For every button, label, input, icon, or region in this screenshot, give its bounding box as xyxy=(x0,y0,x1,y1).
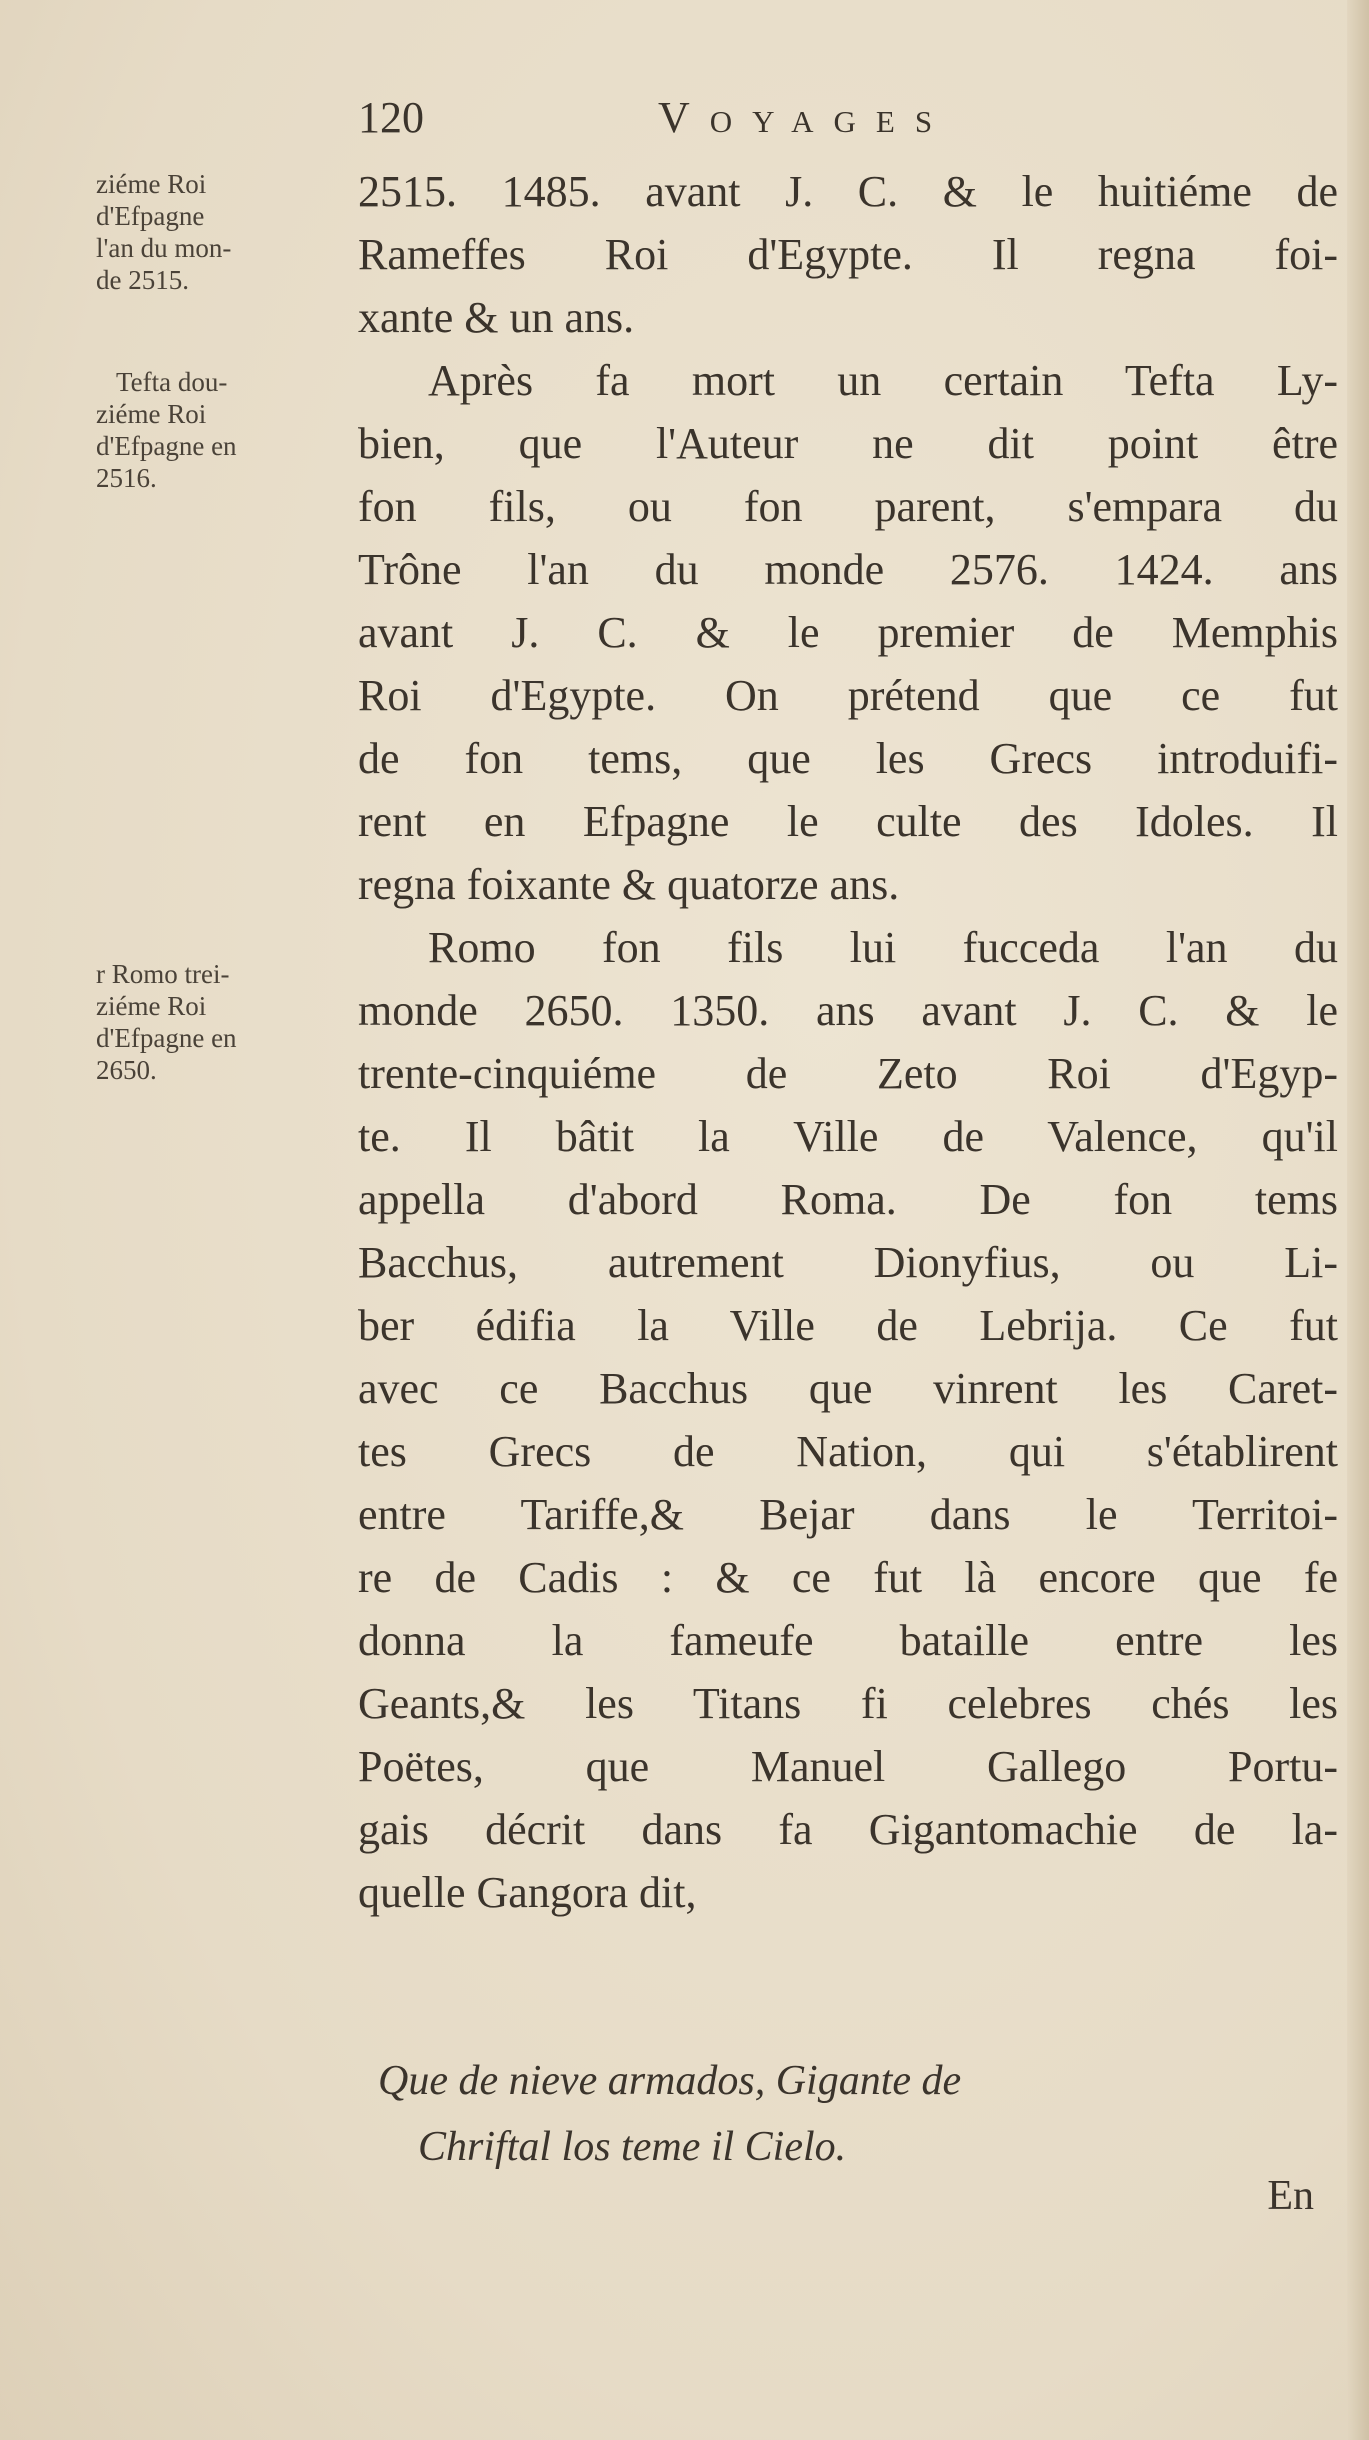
text-line: 2515. 1485. avant J. C. & le huitiéme de xyxy=(358,167,1338,216)
text-line: re de Cadis : & ce fut là encore que fe xyxy=(358,1553,1338,1602)
text-line: te. Il bâtit la Ville de Valence, qu'il xyxy=(358,1112,1338,1161)
margin-note xyxy=(96,958,346,1086)
text-line: bien, que l'Auteur ne dit point être xyxy=(358,419,1338,468)
text-line: avec ce Bacchus que vinrent les Caret- xyxy=(358,1364,1338,1413)
margin-note-line: 2650. xyxy=(96,1055,157,1085)
text-line: Poëtes, que Manuel Gallego Portu- xyxy=(358,1742,1338,1791)
text-line: Geants,& les Titans fi celebres chés les xyxy=(358,1679,1338,1728)
text-line: quelle Gangora dit, xyxy=(358,1868,697,1917)
text-line: ber édifia la Ville de Lebrija. Ce fut xyxy=(358,1301,1338,1350)
margin-note-line: ziéme Roi xyxy=(96,169,207,199)
text-line: trente-cinquiéme de Zeto Roi d'Egyp- xyxy=(358,1049,1338,1098)
margin-note-line: ziéme Roi xyxy=(96,399,207,429)
margin-note-line: l'an du mon- xyxy=(96,233,232,263)
margin-note xyxy=(96,168,346,296)
text-line: tes Grecs de Nation, qui s'établirent xyxy=(358,1427,1338,1476)
margin-note-line: Tefta dou- xyxy=(116,367,228,397)
margin-note-line: d'Efpagne en xyxy=(96,1023,237,1053)
text-line: gais décrit dans fa Gigantomachie de la- xyxy=(358,1805,1338,1854)
margin-note-line: 2516. xyxy=(96,463,157,493)
text-line: monde 2650. 1350. ans avant J. C. & le xyxy=(358,986,1338,1035)
text-line: Trône l'an du monde 2576. 1424. ans xyxy=(358,545,1338,594)
text-line: Romo fon fils lui fucceda l'an du xyxy=(428,923,1338,972)
text-line: Rameffes Roi d'Egypte. Il regna foi- xyxy=(358,230,1338,279)
page-header xyxy=(358,92,1098,152)
text-line: rent en Efpagne le culte des Idoles. Il xyxy=(358,797,1338,846)
body-text xyxy=(358,160,1338,1924)
text-line: Bacchus, autrement Dionyfius, ou Li- xyxy=(358,1238,1338,1287)
verse-line: Chriftal los teme il Cielo. xyxy=(418,2124,847,2170)
verse-quote xyxy=(378,2048,961,2180)
margin-note-line: ziéme Roi xyxy=(96,991,207,1021)
margin-note-line: de 2515. xyxy=(96,265,189,295)
margin-note xyxy=(96,366,346,494)
text-line: avant J. C. & le premier de Memphis xyxy=(358,608,1338,657)
text-line: donna la fameufe bataille entre les xyxy=(358,1616,1338,1665)
text-line: fon fils, ou fon parent, s'empara du xyxy=(358,482,1338,531)
text-line: regna foixante & quatorze ans. xyxy=(358,860,900,909)
margin-note-line: r Romo trei- xyxy=(96,959,230,989)
running-title: Voyages xyxy=(658,93,953,142)
verse-line: Que de nieve armados, Gigante de xyxy=(378,2058,962,2104)
text-line: Roi d'Egypte. On prétend que ce fut xyxy=(358,671,1338,720)
text-line: Après fa mort un certain Tefta Ly- xyxy=(428,356,1338,405)
text-line: appella d'abord Roma. De fon tems xyxy=(358,1175,1338,1224)
catchword: En xyxy=(1267,2173,1314,2219)
margin-note-line: d'Efpagne en xyxy=(96,431,237,461)
margin-note-line: d'Efpagne xyxy=(96,201,205,231)
text-line: entre Tariffe,& Bejar dans le Territoi- xyxy=(358,1490,1338,1539)
text-line: de fon tems, que les Grecs introduifi- xyxy=(358,734,1338,783)
page-edge xyxy=(1347,0,1369,2440)
text-line: xante & un ans. xyxy=(358,293,635,342)
page-number: 120 xyxy=(358,93,424,142)
